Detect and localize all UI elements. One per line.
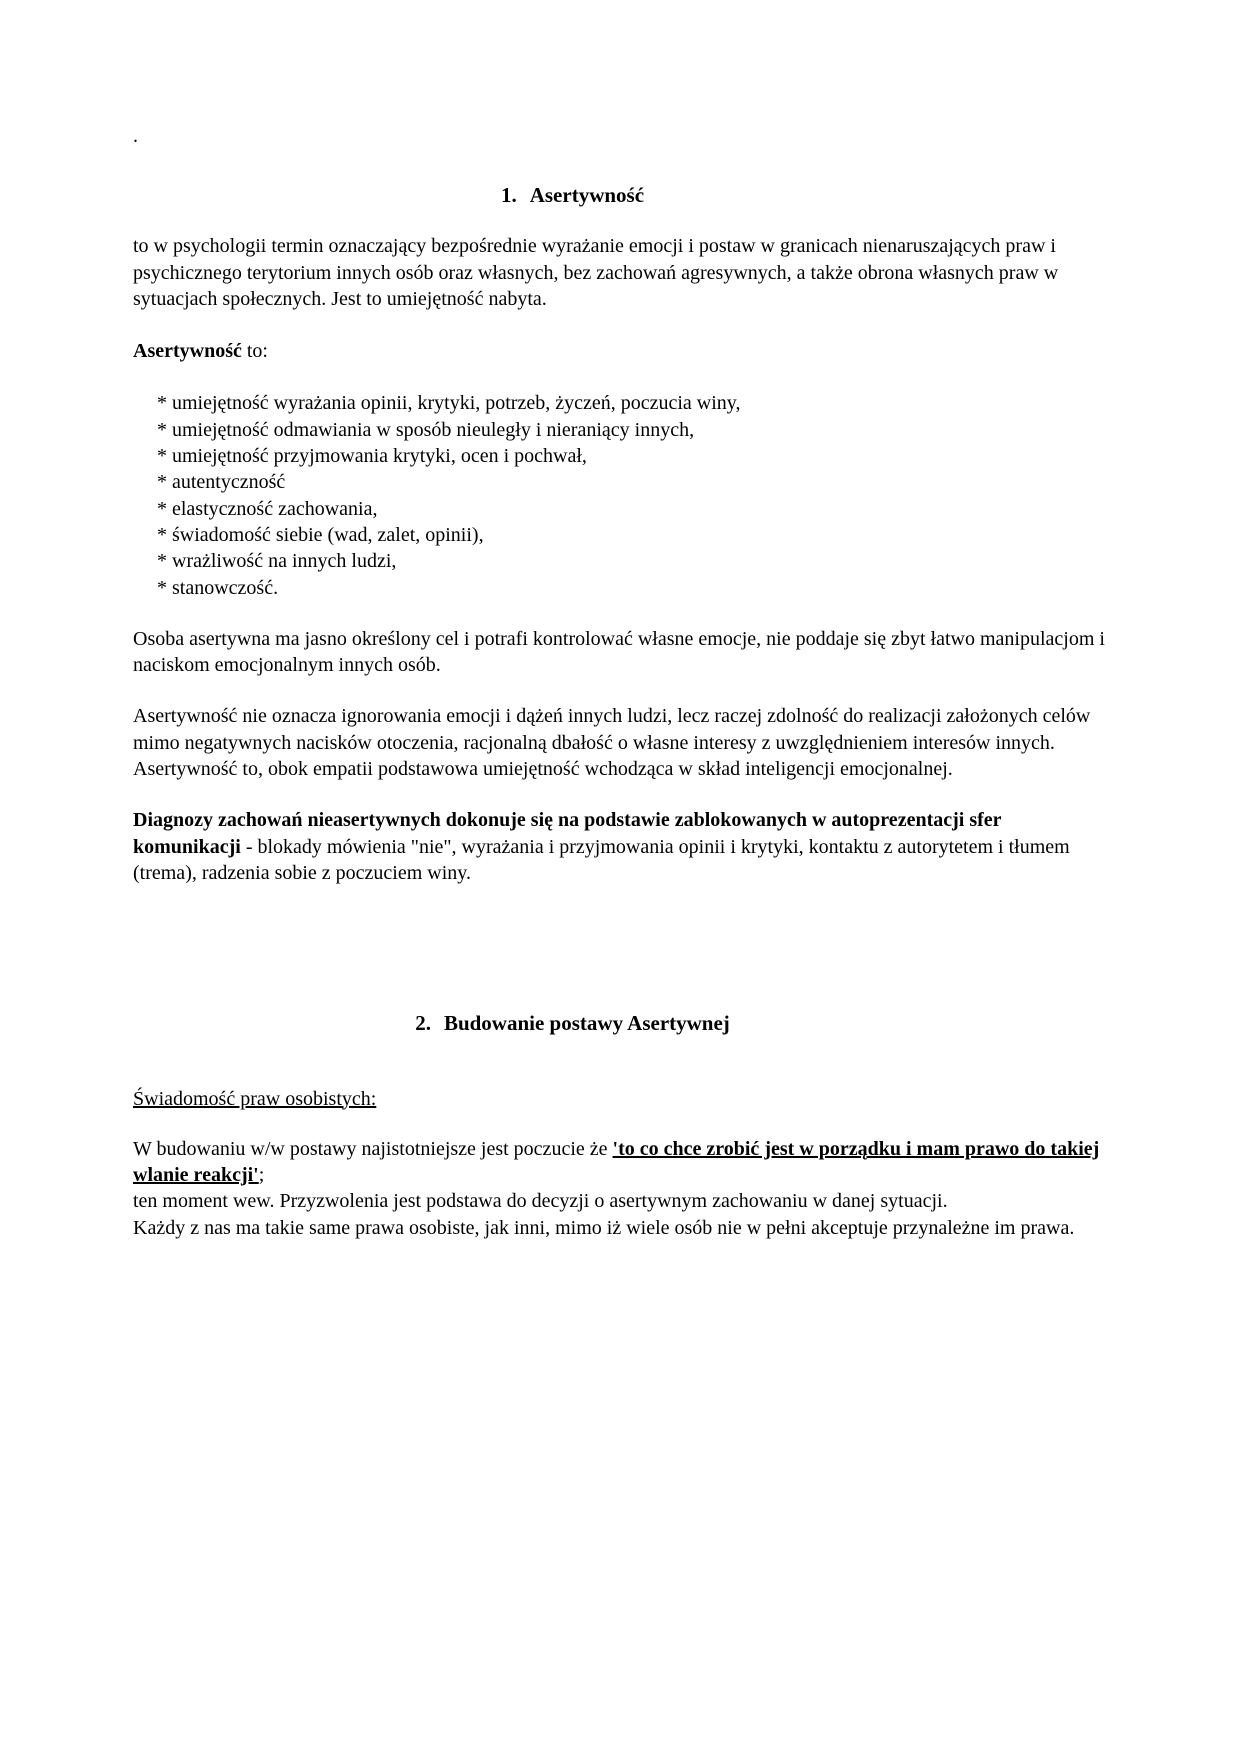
section1-heading-text: Asertywność bbox=[529, 183, 645, 207]
sentence-permission: ten moment wew. Przyzwolenia jest podstawa do decyzji o asertywnym zachowaniu w danej sytuacji. bbox=[133, 1190, 948, 1213]
list-item: * wrażliwość na innych ludzi, bbox=[157, 550, 397, 573]
section2-subheading-text: Świadomość praw osobistych: bbox=[133, 1087, 377, 1110]
list-item: * umiejętność wyrażania opinii, krytyki, potrzeb, życzeń, poczucia winy, bbox=[157, 392, 741, 415]
paragraph-diagnozy-bold-text: Diagnozy zachowań nieasertywnych dokonuje się na podstawie zablokowanych w autoprezentacji sfer komunikacji bbox=[133, 809, 1002, 858]
section2-heading bbox=[133, 1010, 1012, 1036]
section2-subheading bbox=[133, 1086, 1108, 1112]
paragraph-osoba-asertywna: Osoba asertywna ma jasno określony cel i potrafi kontrolować własne emocje, nie poddaje się zbyt łatwo manipulacjom i naciskom emocjonalnym innych osób. bbox=[133, 627, 1105, 677]
section1-heading bbox=[133, 182, 1012, 208]
sentence-awareness-start: W budowaniu w/w postawy najistotniejsze jest poczucie że bbox=[133, 1137, 613, 1160]
list-intro-rest-text: to: bbox=[241, 340, 268, 363]
paragraph-diagnozy-rest-text: - blokady mówienia "nie", wyrażania i przyjmowania opinii i krytyki, kontaktu z autorytetem i tłumem (trema), radzenia sobie z poczuciem winy. bbox=[133, 835, 1070, 884]
list-intro-bold-text: Asertywność bbox=[133, 340, 242, 363]
sentence-awareness-end: ; bbox=[258, 1164, 265, 1187]
paragraph-diagnozy bbox=[133, 807, 1108, 886]
list-item: * umiejętność odmawiania w sposób nieuległy i nieraniący innych, bbox=[157, 418, 695, 441]
list-item: * umiejętność przyjmowania krytyki, ocen i pochwał, bbox=[157, 445, 587, 468]
section1-heading-number: 1. bbox=[500, 183, 517, 207]
section2-heading-text: Budowanie postawy Asertywnej bbox=[443, 1011, 730, 1036]
sentence-awareness bbox=[133, 1136, 1108, 1189]
document-content bbox=[0, 126, 1240, 1241]
paragraph-asertywnosc-nie-oznacza: Asertywność nie oznacza ignorowania emocji i dążeń innych ludzi, lecz raczej zdolność do realizacji założonych celów mimo negatywnych nacisków otoczenia, racjonalną dbałość o własne interesy z uwzględnieniem interesów innych. Asertywność to, obok empatii podstawowa umiejętność wchodząca w skład inteligencji emocjonalnej. bbox=[133, 705, 1091, 781]
list-intro-line bbox=[133, 338, 1108, 364]
list-item: * elastyczność zachowania, bbox=[157, 497, 378, 520]
section2-heading-number: 2. bbox=[415, 1011, 431, 1036]
assertiveness-traits-list bbox=[133, 390, 1108, 600]
emphasized-phrase: 'to co chce zrobić jest w porządku i mam prawo do takiej wlanie reakcji' bbox=[133, 1137, 1100, 1187]
paragraph-w-budowaniu bbox=[133, 1136, 1108, 1241]
list-item: * stanowczość. bbox=[157, 576, 279, 599]
stray-mark: . bbox=[133, 125, 138, 147]
sentence-rights: Każdy z nas ma takie same prawa osobiste, jak inni, mimo iż wiele osób nie w pełni akceptuje przynależne im prawa. bbox=[133, 1216, 1075, 1239]
list-item: * świadomość siebie (wad, zalet, opinii), bbox=[157, 523, 484, 546]
section1-intro-paragraph: to w psychologii termin oznaczający bezpośrednie wyrażanie emocji i postaw w granicach nienaruszających praw i psychicznego terytorium innych osób oraz własnych, bez zachowań agresywnych, a także obrona własnych praw w sytuacjach społecznych. Jest to umiejętność nabyta. bbox=[133, 235, 1059, 310]
list-item: * autentyczność bbox=[157, 471, 286, 494]
